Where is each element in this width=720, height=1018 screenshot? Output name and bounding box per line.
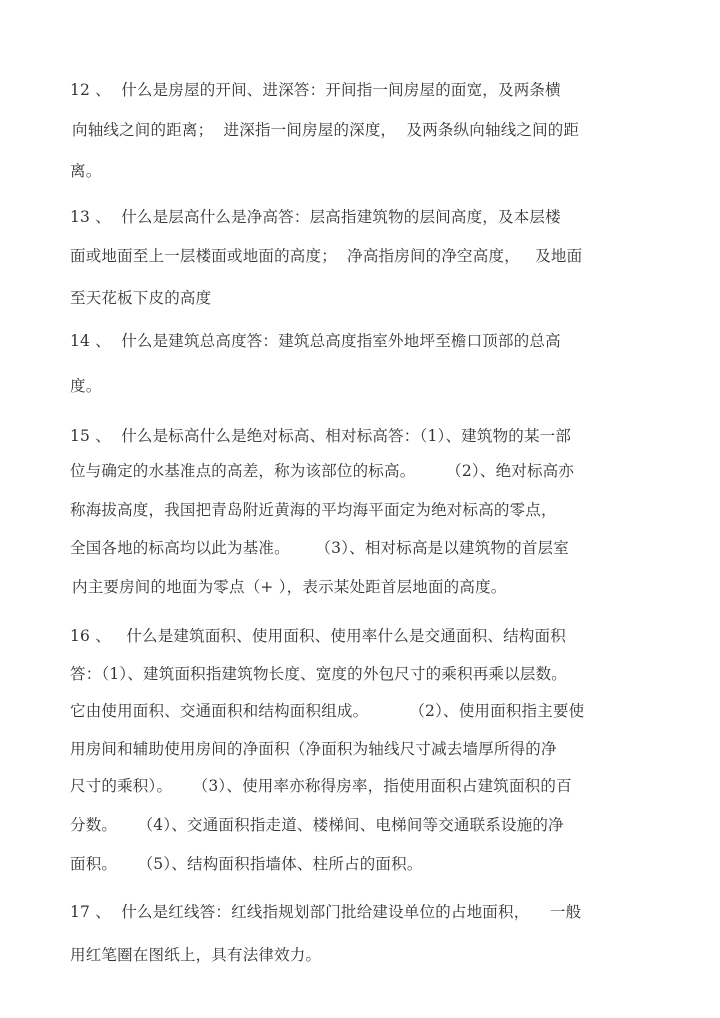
question-13-line-3: 至天花板下皮的高度 <box>70 289 212 307</box>
question-14-line-1: 14 、 什么是建筑总高度答：建筑总高度指室外地坪至檐口顶部的总高 <box>70 332 561 350</box>
question-16-line-7: 面积。 （5）、结构面积指墙体、柱所占的面积。 <box>70 855 423 873</box>
question-16-line-1: 16 、 什么是建筑面积、使用面积、使用率什么是交通面积、结构面积 <box>70 627 566 645</box>
question-16-line-3: 它由使用面积、交通面积和结构面积组成。 （2）、使用面积指主要使 <box>70 702 585 720</box>
question-16-line-5: 尺寸的乘积）。 （3）、使用率亦称得房率，指使用面积占建筑面积的百 <box>70 777 572 795</box>
question-15-line-3: 称海拔高度，我国把青岛附近黄海的平均海平面定为绝对标高的零点， <box>70 501 557 519</box>
question-14-line-2: 度。 <box>70 377 102 395</box>
question-15-line-5: 内主要房间的地面为零点（+ ），表示某处距首层地面的高度。 <box>72 578 507 596</box>
question-12-line-2: 向轴线之间的距离； 进深指一间房屋的深度， 及两条纵向轴线之间的距 <box>72 121 580 139</box>
question-16-line-2: 答：（1）、建筑面积指建筑物长度、宽度的外包尺寸的乘积再乘以层数。 <box>70 665 567 683</box>
question-13-line-2: 面或地面至上一层楼面或地面的高度； 净高指房间的净空高度， 及地面 <box>70 247 583 265</box>
question-15-line-1: 15 、 什么是标高什么是绝对标高、相对标高答：（1）、建筑物的某一部 <box>70 427 572 445</box>
question-12-line-3: 离。 <box>70 162 102 180</box>
question-12-line-1: 12 、 什么是房屋的开间、进深答：开间指一间房屋的面宽，及两条横 <box>70 81 561 99</box>
question-15-line-2: 位与确定的水基准点的高差，称为该部位的标高。 （2）、绝对标高亦 <box>70 462 575 480</box>
question-15-line-4: 全国各地的标高均以此为基准。 （3）、相对标高是以建筑物的首层室 <box>70 539 569 557</box>
question-16-line-6: 分数。 （4）、交通面积指走道、楼梯间、电梯间等交通联系设施的净 <box>70 816 564 834</box>
question-17-line-2: 用红笔圈在图纸上，具有法律效力。 <box>70 946 322 964</box>
question-13-line-1: 13 、 什么是层高什么是净高答：层高指建筑物的层间高度，及本层楼 <box>70 208 561 226</box>
question-17-line-1: 17 、 什么是红线答：红线指规划部门批给建设单位的占地面积， 一般 <box>70 903 582 921</box>
question-16-line-4: 用房间和辅助使用房间的净面积（净面积为轴线尺寸减去墙厚所得的净 <box>70 740 557 758</box>
